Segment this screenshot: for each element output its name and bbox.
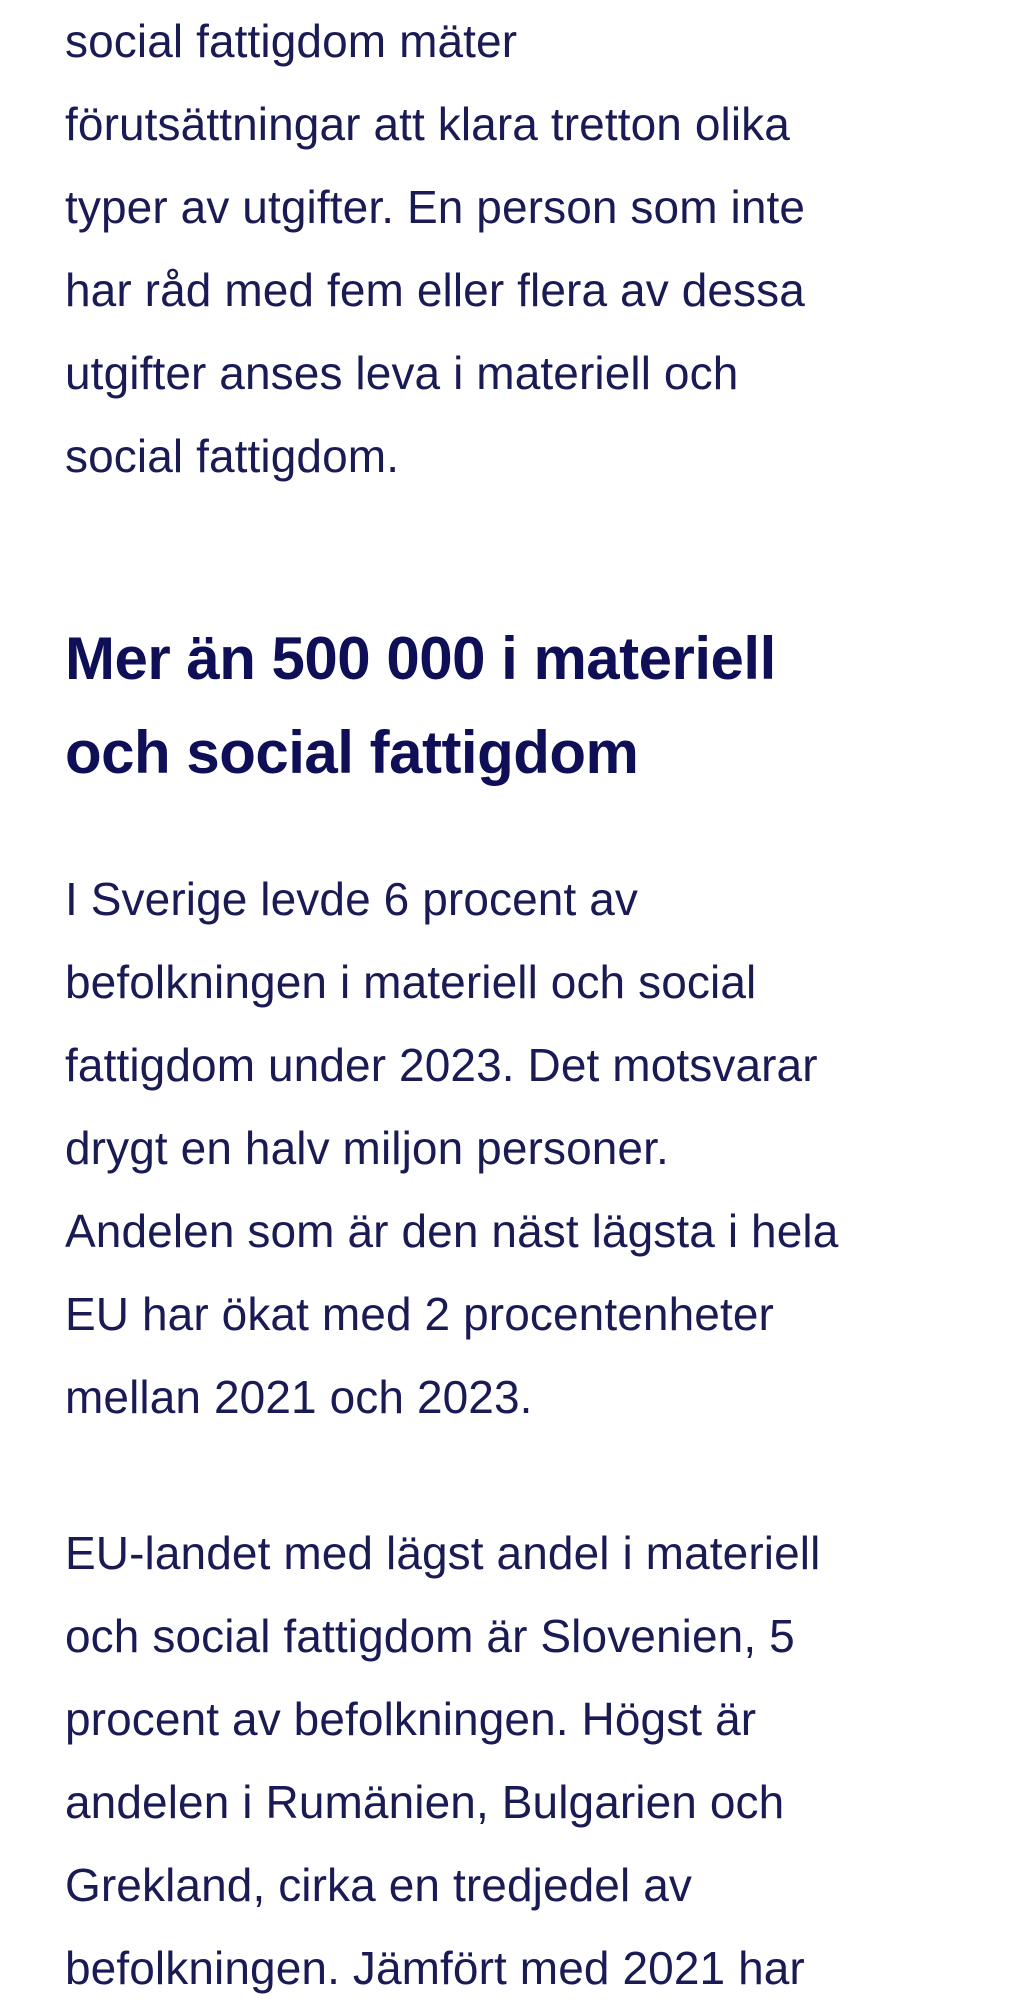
text-line: mellan 2021 och 2023.: [65, 1371, 533, 1423]
section-heading: [65, 612, 776, 800]
intro-paragraph: [65, 0, 805, 498]
text-line: befolkningen i materiell och social: [65, 956, 757, 1008]
heading-line: Mer än 500 000 i materiell: [65, 625, 776, 692]
text-line: I Sverige levde 6 procent av: [65, 873, 639, 925]
text-line: och social fattigdom är Slovenien, 5: [65, 1610, 795, 1662]
text-line: EU-landet med lägst andel i materiell: [65, 1527, 821, 1579]
eu-paragraph: [65, 1512, 820, 2010]
text-line: andelen i Rumänien, Bulgarien och: [65, 1776, 785, 1828]
text-line: social fattigdom.: [65, 430, 400, 482]
text-line: procent av befolkningen. Högst är: [65, 1693, 757, 1745]
text-line: EU har ökat med 2 procentenheter: [65, 1288, 774, 1340]
text-line: Andelen som är den näst lägsta i hela: [65, 1205, 839, 1257]
sweden-paragraph: [65, 858, 838, 1439]
text-line: fattigdom under 2023. Det motsvarar: [65, 1039, 818, 1091]
text-line: Grekland, cirka en tredjedel av: [65, 1859, 692, 1911]
text-line: befolkningen. Jämfört med 2021 har: [65, 1942, 805, 1994]
text-line: har råd med fem eller flera av dessa: [65, 264, 805, 316]
text-line: förutsättningar att klara tretton olika: [65, 98, 790, 150]
heading-line: och social fattigdom: [65, 719, 639, 786]
text-line: typer av utgifter. En person som inte: [65, 181, 806, 233]
text-line: drygt en halv miljon personer.: [65, 1122, 669, 1174]
text-line: utgifter anses leva i materiell och: [65, 347, 739, 399]
text-line: social fattigdom mäter: [65, 15, 518, 67]
